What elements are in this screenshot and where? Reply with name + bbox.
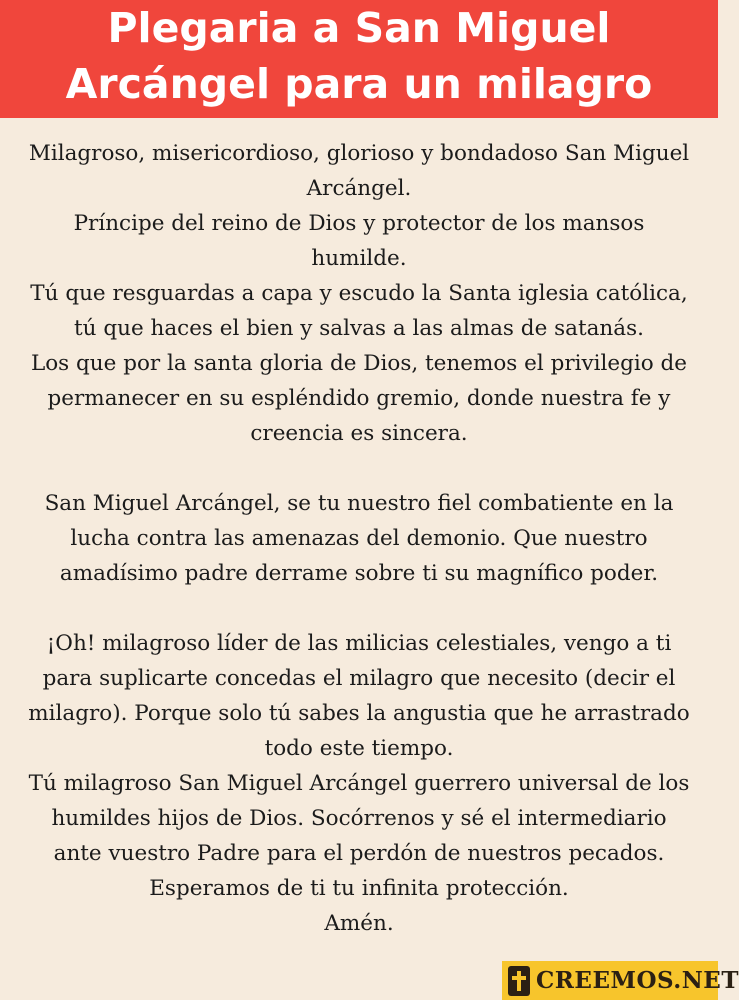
prayer-line: Esperamos de ti tu infinita protección. (149, 876, 569, 901)
prayer-text (0, 136, 718, 941)
prayer-line: amadísimo padre derrame sobre ti su magnífico poder. (59, 561, 659, 586)
title-line-2: Arcángel para un milagro (65, 60, 653, 108)
prayer-line: permanecer en su espléndido gremio, donde nuestra fe y (47, 386, 671, 411)
prayer-line: ante vuestro Padre para el perdón de nuestros pecados. (53, 841, 665, 866)
prayer-line: Tú milagroso San Miguel Arcángel guerrero universal de los (28, 771, 690, 796)
paragraph-gap (0, 591, 718, 626)
prayer-line: Arcángel. (306, 176, 412, 201)
prayer-line: Los que por la santa gloria de Dios, tenemos el privilegio de (30, 351, 688, 376)
prayer-line: humildes hijos de Dios. Socórrenos y sé el intermediario (51, 806, 667, 831)
title-line-1: Plegaria a San Miguel (107, 4, 611, 52)
prayer-line: San Miguel Arcángel, se tu nuestro fiel combatiente en la (44, 491, 674, 516)
paragraph-gap (0, 451, 718, 486)
title-banner (0, 0, 718, 118)
brand-name: CREEMOS.NET (536, 967, 739, 994)
prayer-line: Príncipe del reino de Dios y protector de los mansos (73, 211, 645, 236)
prayer-line: Tú que resguardas a capa y escudo la Santa iglesia católica, (30, 281, 688, 306)
prayer-line: creencia es sincera. (250, 421, 468, 446)
prayer-line: ¡Oh! milagroso líder de las milicias celestiales, vengo a ti (46, 631, 672, 656)
prayer-line: milagro). Porque solo tú sabes la angustia que he arrastrado (28, 701, 690, 726)
prayer-line: Milagroso, misericordioso, glorioso y bondadoso San Miguel (28, 141, 690, 166)
bible-cross-icon (508, 966, 530, 996)
prayer-line: para suplicarte concedas el milagro que necesito (decir el (42, 666, 676, 691)
prayer-line: todo este tiempo. (264, 736, 454, 761)
prayer-line: tú que haces el bien y salvas a las almas de satanás. (74, 316, 644, 341)
prayer-line: lucha contra las amenazas del demonio. Que nuestro (70, 526, 648, 551)
brand-logo[interactable] (502, 961, 739, 1000)
prayer-line: humilde. (311, 246, 407, 271)
prayer-line: Amén. (324, 911, 394, 936)
